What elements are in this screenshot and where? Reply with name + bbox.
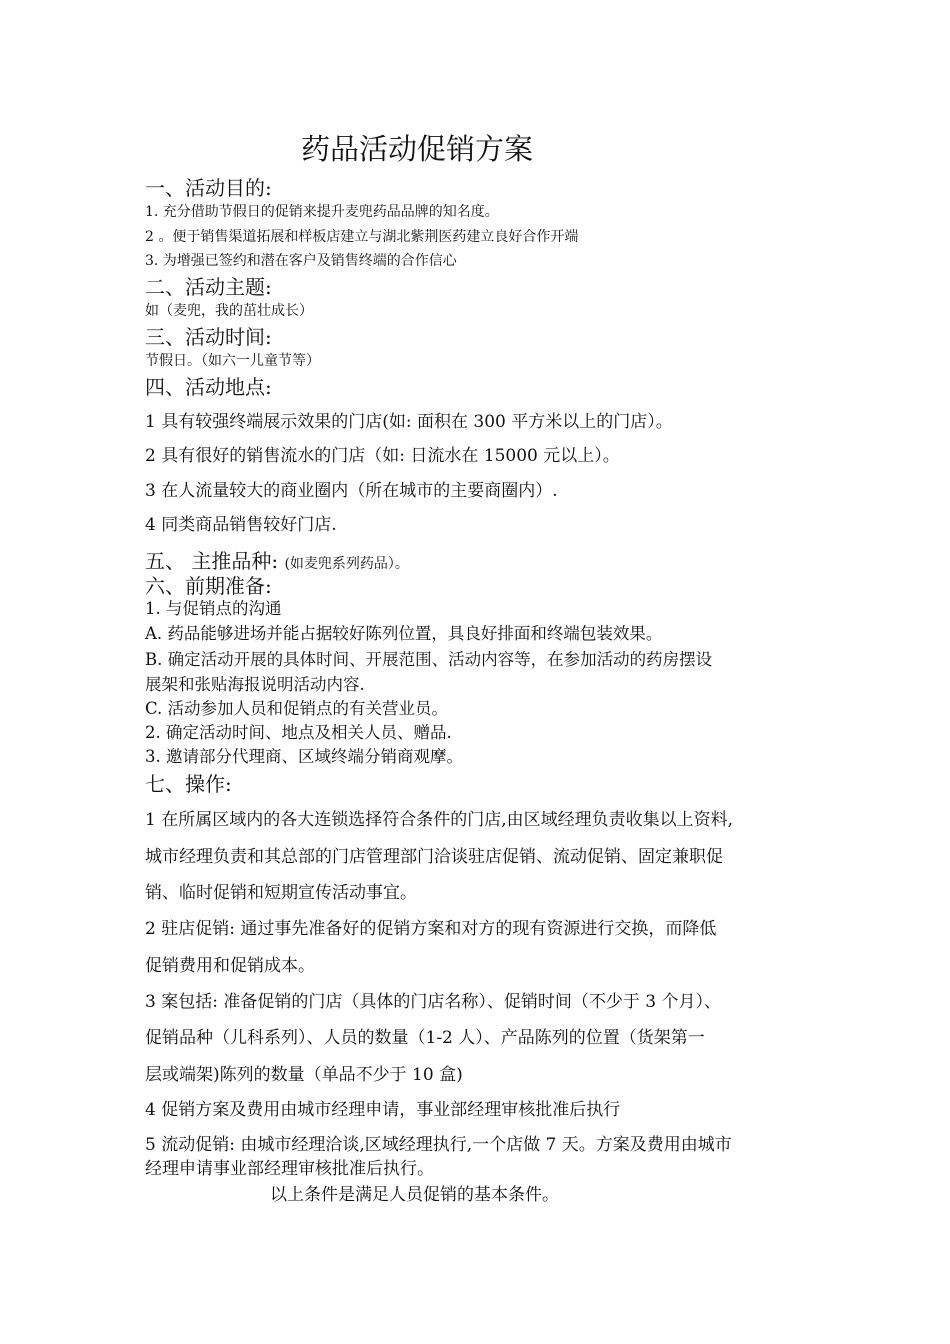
location-item-2: 2 具有很好的销售流水的门店（如: 日流水在 15000 元以上）。 — [145, 446, 620, 466]
section-heading-time: 三、活动时间: — [145, 325, 272, 349]
operation-line-7: 促销品种（儿科系列）、人员的数量（1-2 人）、产品陈列的位置（货架第一 — [145, 1028, 705, 1048]
section-heading-products — [145, 549, 409, 576]
location-item-3: 3 在人流量较大的商业圈内（所在城市的主要商圈内）. — [145, 481, 558, 501]
time-text: 节假日。（如六一儿童节等） — [145, 353, 320, 369]
operation-line-6: 3 案包括: 准备促销的门店（具体的门店名称）、促销时间（不少于 3 个月）、 — [145, 992, 721, 1012]
operation-line-1: 1 在所属区域内的各大连锁选择符合条件的门店,由区域经理负责收集以上资料, — [145, 810, 734, 830]
products-note: (如麦兜系列药品）。 — [284, 556, 409, 572]
operation-line-9: 4 促销方案及费用由城市经理申请，事业部经理审核批准后执行 — [145, 1100, 621, 1120]
preparation-item-a: A. 药品能够进场并能占据较好陈列位置，具良好排面和终端包装效果。 — [145, 624, 663, 643]
purpose-item-1: 1. 充分借助节假日的促销来提升麦兜药品品牌的知名度。 — [145, 204, 499, 220]
operation-line-5: 促销费用和促销成本。 — [145, 956, 315, 976]
products-heading-text: 五、 主推品种: — [145, 549, 279, 573]
section-heading-operation: 七、操作: — [145, 772, 232, 796]
preparation-item-2: 2. 确定活动时间、地点及相关人员、赠品. — [145, 723, 452, 742]
purpose-item-3: 3. 为增强已签约和潜在客户及销售终端的合作信心 — [145, 253, 457, 269]
preparation-item-b: B. 确定活动开展的具体时间、开展范围、活动内容等，在参加活动的药房摆设 — [145, 650, 713, 669]
purpose-item-2: 2 。便于销售渠道拓展和样板店建立与湖北紫荆医药建立良好合作开端 — [145, 229, 579, 245]
operation-line-11: 经理申请事业部经理审核批准后执行。 — [145, 1159, 434, 1179]
location-item-4: 4 同类商品销售较好门店. — [145, 515, 337, 535]
section-heading-location: 四、活动地点: — [145, 375, 272, 399]
section-heading-theme: 二、活动主题: — [145, 275, 272, 299]
operation-line-8: 层或端架)陈列的数量（单品不少于 10 盒) — [145, 1065, 463, 1085]
operation-line-2: 城市经理负责和其总部的门店管理部门洽谈驻店促销、流动促销、固定兼职促 — [145, 847, 723, 867]
preparation-item-c: C. 活动参加人员和促销点的有关营业员。 — [145, 699, 449, 718]
section-heading-preparation: 六、前期准备: — [145, 574, 272, 598]
theme-text: 如（麦兜，我的茁壮成长） — [145, 303, 313, 319]
location-item-1: 1 具有较强终端展示效果的门店(如: 面积在 300 平方米以上的门店）。 — [145, 412, 673, 432]
document-title: 药品活动促销方案 — [300, 132, 533, 166]
closing-statement: 以上条件是满足人员促销的基本条件。 — [270, 1185, 559, 1205]
preparation-item-3: 3. 邀请部分代理商、区域终端分销商观摩。 — [145, 747, 463, 766]
operation-line-3: 销、临时促销和短期宣传活动事宜。 — [145, 883, 417, 903]
operation-line-4: 2 驻店促销: 通过事先准备好的促销方案和对方的现有资源进行交换，而降低 — [145, 919, 717, 939]
preparation-item-1: 1. 与促销点的沟通 — [145, 599, 282, 618]
section-heading-purpose: 一、活动目的: — [145, 176, 272, 200]
preparation-item-b-cont: 展架和张贴海报说明活动内容. — [145, 675, 365, 694]
operation-line-10: 5 流动促销: 由城市经理洽谈,区域经理执行,一个店做 7 天。方案及费用由城市 — [145, 1135, 732, 1155]
